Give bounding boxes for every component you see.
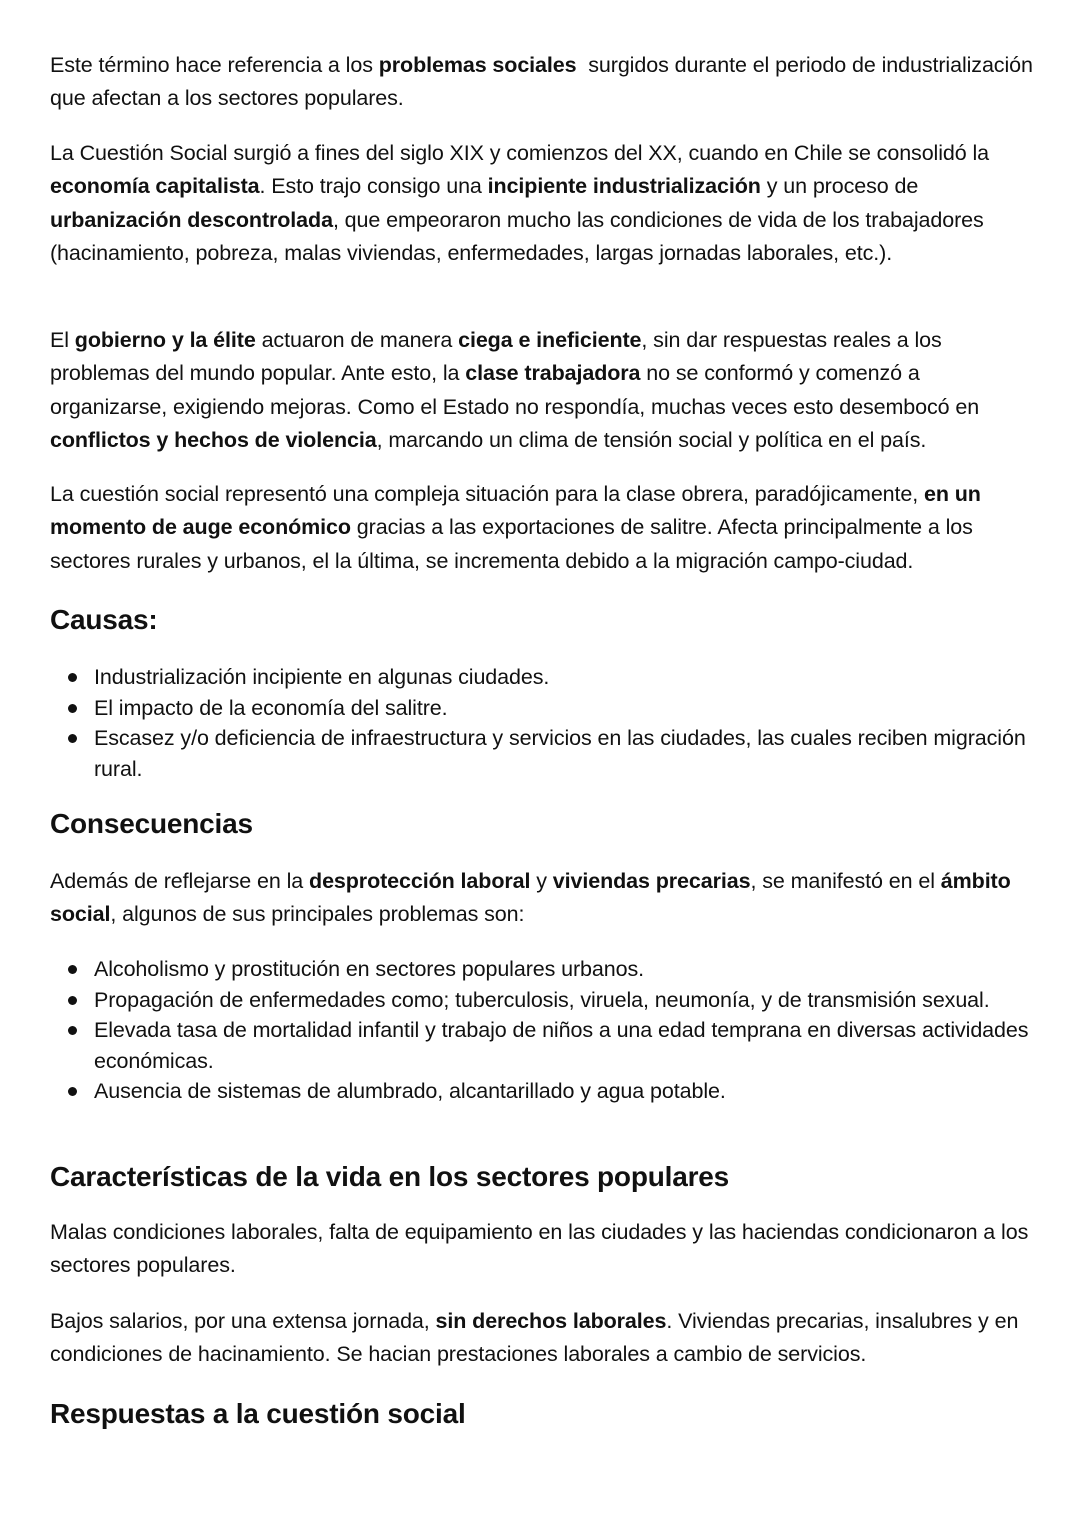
bullet-icon <box>68 673 77 682</box>
intro-paragraph-2 <box>50 137 1040 270</box>
bold-text: conflictos y hechos de violencia <box>50 427 377 452</box>
consecuencias-intro <box>50 865 1040 932</box>
list-item <box>50 1015 1040 1076</box>
caracteristicas-paragraph-1: Malas condiciones laborales, falta de equipamiento en las ciudades y las haciendas condicionaron a los sectores populares. <box>50 1220 1029 1278</box>
text: , algunos de sus principales problemas son: <box>110 902 525 927</box>
list-item-text: Industrialización incipiente en algunas ciudades. <box>94 665 550 689</box>
respuestas-heading: Respuestas a la cuestión social <box>50 1398 466 1429</box>
text: y un proceso de <box>760 174 919 199</box>
list-item <box>50 1076 1040 1107</box>
text: no se conformó y comenzó a organizarse, exigiendo mejoras. Como el Estado no respondía, muchas veces esto desembocó en <box>50 361 980 419</box>
text: , sin dar respuestas reales a los problemas del mundo popular. Ante esto, la <box>50 328 942 386</box>
bullet-icon <box>68 996 77 1005</box>
list-item-text: Alcoholismo y prostitución en sectores populares urbanos. <box>94 957 645 981</box>
list-item-text: Ausencia de sistemas de alumbrado, alcantarillado y agua potable. <box>94 1079 726 1103</box>
bullet-icon <box>68 1026 77 1035</box>
bullet-icon <box>68 734 77 743</box>
bullet-icon <box>68 965 77 974</box>
bold-text: gobierno y la élite <box>74 328 256 352</box>
text: . Viviendas precarias, insalubres y en condiciones de hacinamiento. Se hacian prestaciones laborales a cambio de servicios. <box>50 1309 1019 1367</box>
list-item-text: El impacto de la economía del salitre. <box>94 695 448 720</box>
causas-heading: Causas: <box>50 604 158 635</box>
text: La Cuestión Social surgió a fines del siglo XIX y comienzos del XX, cuando en Chile se consolidó la <box>50 141 990 165</box>
list-item <box>50 662 1040 693</box>
consecuencias-heading: Consecuencias <box>50 808 253 839</box>
list-item-text: Elevada tasa de mortalidad infantil y trabajo de niños a una edad temprana en diversas actividades económicas. <box>94 1018 1029 1073</box>
text: , marcando un clima de tensión social y política en el país. <box>376 427 927 452</box>
list-item <box>50 723 1040 784</box>
text: Bajos salarios, por una extensa jornada, <box>50 1309 436 1333</box>
caracteristicas-paragraph-2 <box>50 1305 1040 1372</box>
intro-paragraph-4 <box>50 478 1040 578</box>
bold-text: economía capitalista <box>50 174 260 199</box>
causas-list <box>50 662 1040 784</box>
intro-paragraph-1 <box>50 49 1040 116</box>
bold-text: problemas sociales <box>378 53 577 77</box>
text: , se manifestó en el <box>750 869 941 893</box>
text: . Esto trajo consigo una <box>259 174 488 199</box>
bullet-icon <box>68 704 77 713</box>
text: surgidos durante el periodo de industrialización que afectan a los sectores populares. <box>50 53 1039 111</box>
text: y <box>530 869 553 893</box>
bold-text: ciega e ineficiente <box>458 328 642 352</box>
caracteristicas-heading: Características de la vida en los sectores populares <box>50 1161 730 1192</box>
text: Este término hace referencia a los <box>50 53 379 77</box>
text: gracias a las exportaciones de salitre. Afecta principalmente a los sectores rurales y urbanos, el la última, se incrementa debido a la migración campo-ciudad. <box>50 515 973 573</box>
list-item <box>50 954 1040 985</box>
list-item <box>50 985 1040 1016</box>
text: actuaron de manera <box>255 328 459 352</box>
list-item <box>50 693 1040 724</box>
bold-text: ámbito social <box>50 869 1011 927</box>
bold-text: desprotección laboral <box>309 869 531 893</box>
list-item-text: Propagación de enfermedades como; tuberculosis, viruela, neumonía, y de transmisión sexual. <box>94 987 990 1012</box>
bold-text: clase trabajadora <box>465 361 641 386</box>
consecuencias-list <box>50 954 1040 1107</box>
bold-text: en un momento de auge económico <box>50 482 981 540</box>
bold-text: urbanización descontrolada <box>50 207 333 232</box>
bold-text: sin derechos laborales <box>435 1309 667 1333</box>
intro-paragraph-3 <box>50 324 1040 457</box>
text: , que empeoraron mucho las condiciones de vida de los trabajadores (hacinamiento, pobreza, malas viviendas, enfermedades, largas jornadas laborales, etc.). <box>50 207 984 265</box>
bold-text: viviendas precarias <box>552 869 751 893</box>
list-item-text: Escasez y/o deficiencia de infraestructura y servicios en las ciudades, las cuales reciben migración rural. <box>94 726 1026 781</box>
text: El <box>50 328 75 352</box>
bullet-icon <box>68 1087 77 1096</box>
text: Además de reflejarse en la <box>50 869 310 893</box>
text: La cuestión social representó una compleja situación para la clase obrera, paradójicamente, <box>50 482 925 506</box>
bold-text: incipiente industrialización <box>487 174 761 199</box>
